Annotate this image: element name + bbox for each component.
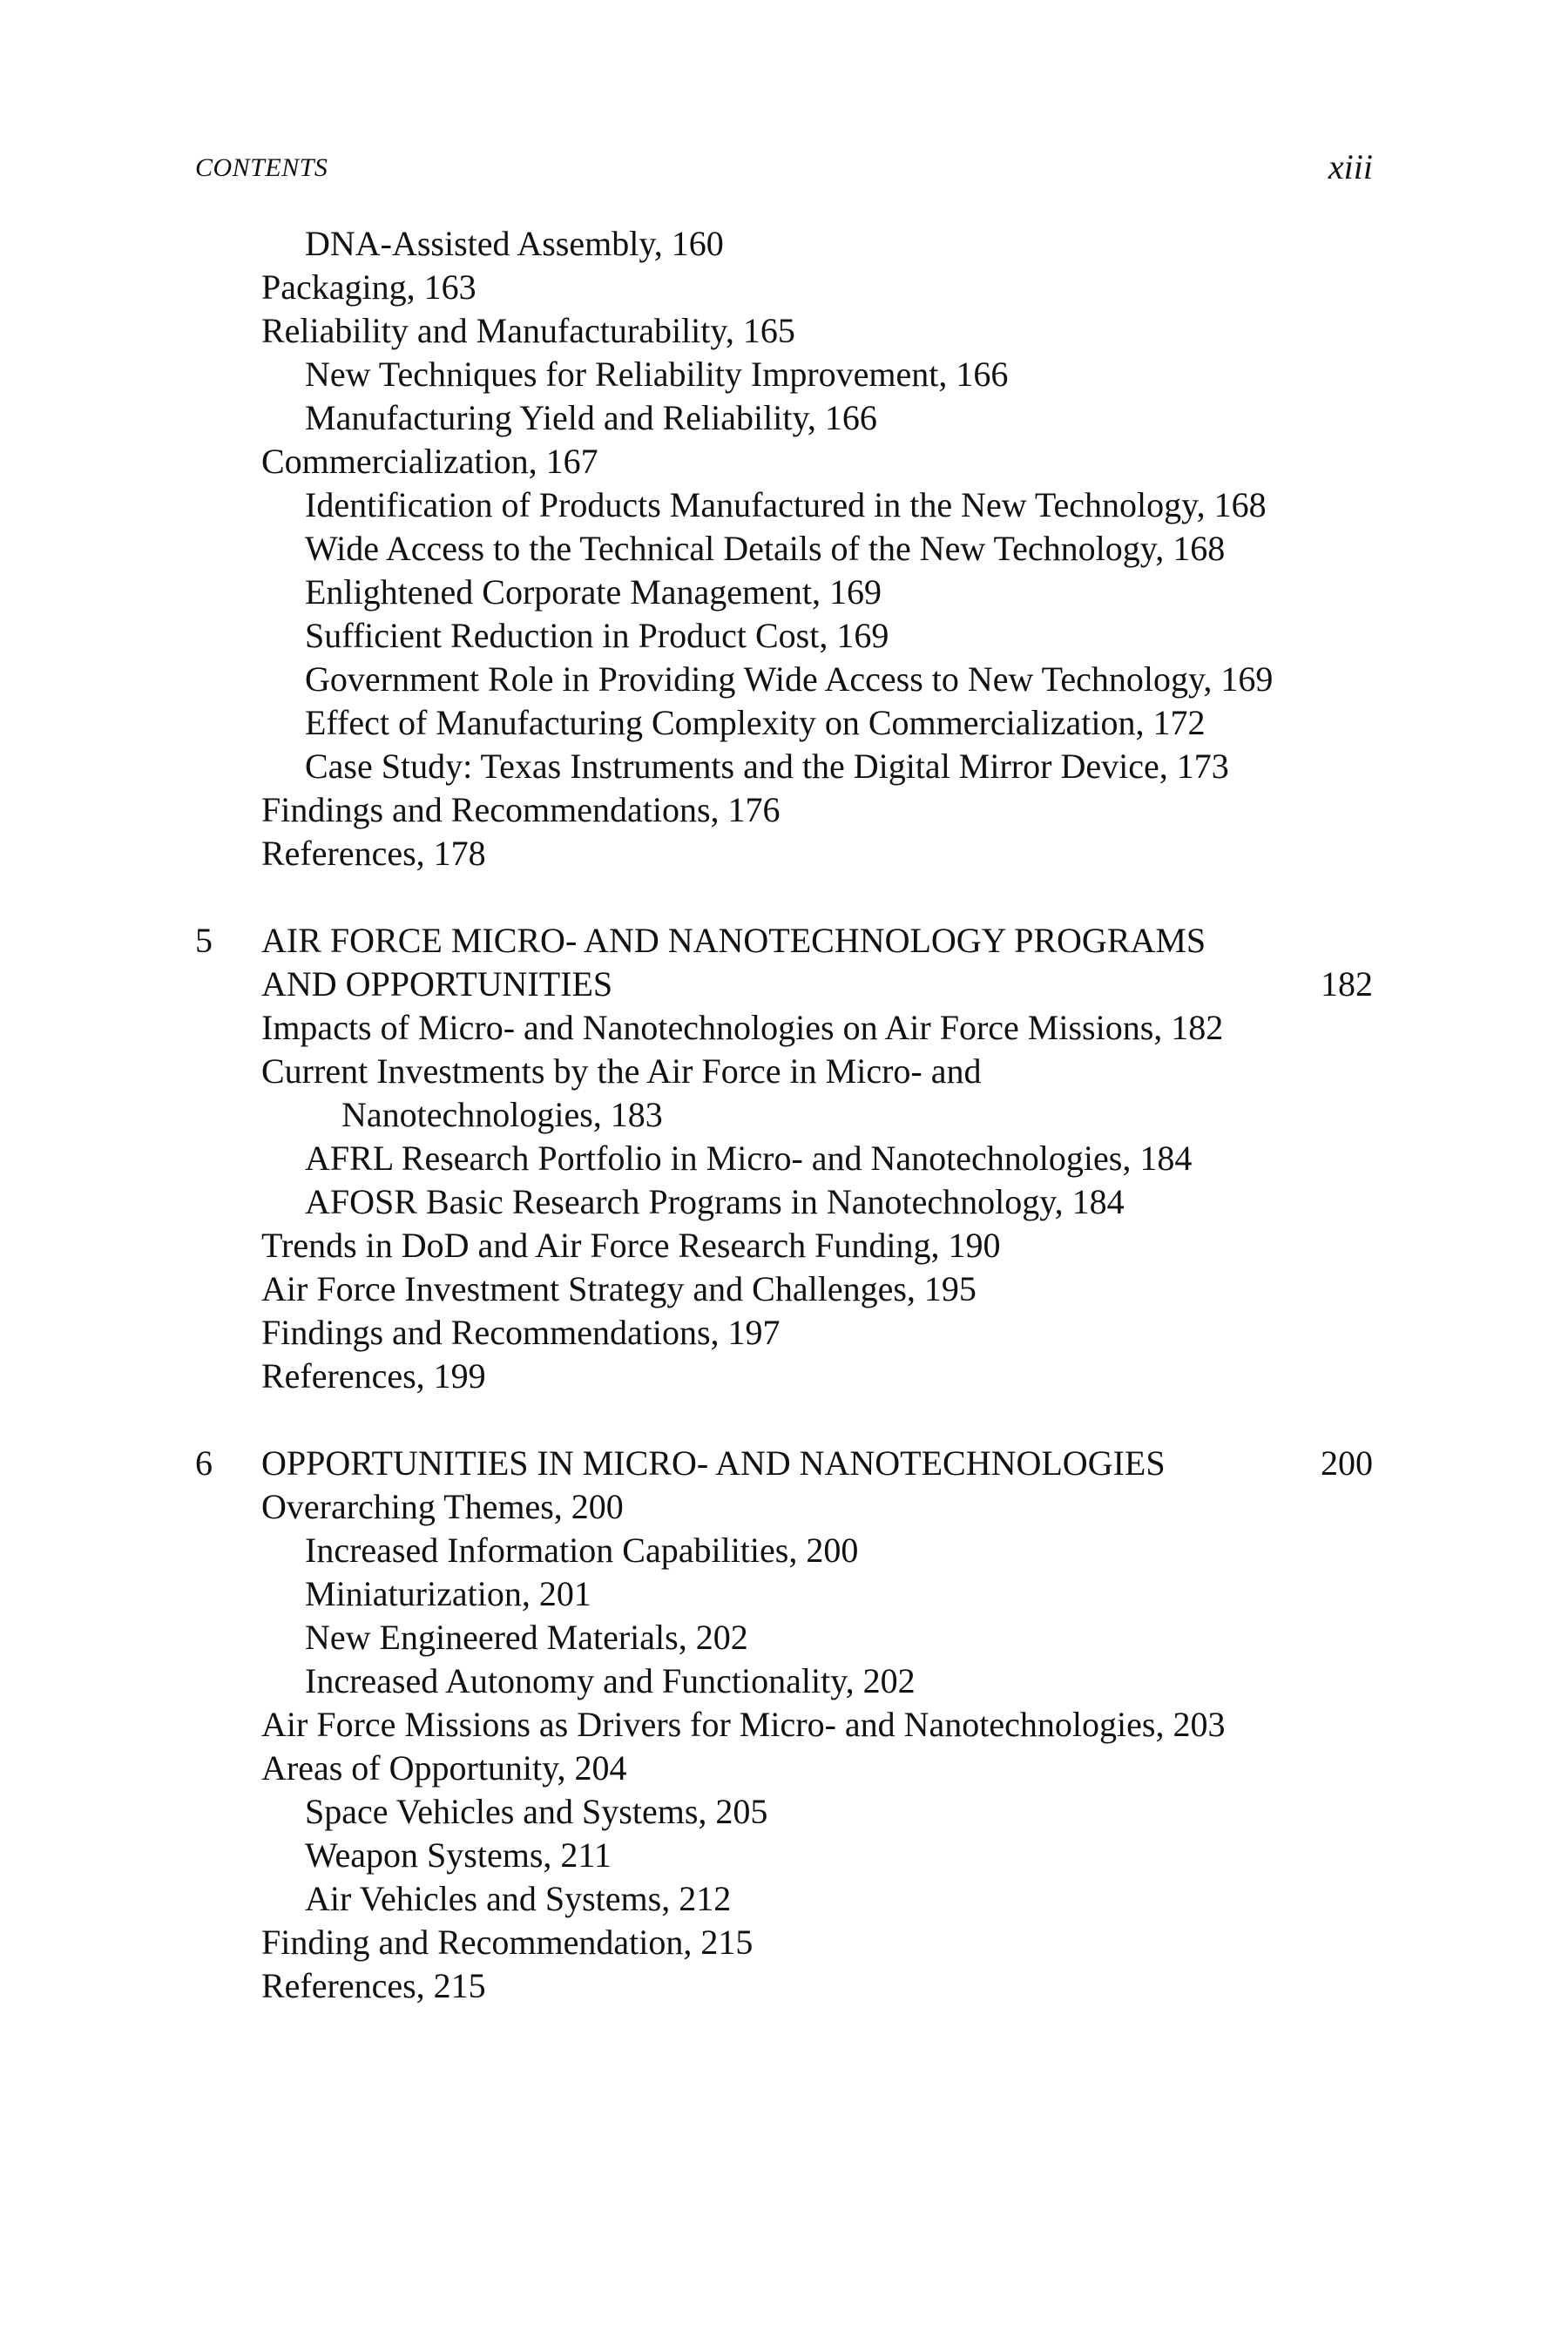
toc-entry: Impacts of Micro- and Nanotechnologies on Air Force Missions, 182 [261,1008,1224,1047]
toc-entry: New Techniques for Reliability Improvement, 166 [305,355,1009,394]
table-of-contents [0,222,1568,2008]
toc-entry: Overarching Themes, 200 [261,1487,624,1526]
toc-entry: Findings and Recommendations, 197 [261,1313,781,1352]
toc-entry: Trends in DoD and Air Force Research Funding, 190 [261,1226,1001,1265]
toc-entry: Case Study: Texas Instruments and the Digital Mirror Device, 173 [305,747,1229,786]
toc-entry: Air Force Missions as Drivers for Micro- and Nanotechnologies, 203 [261,1705,1226,1744]
toc-entry: Reliability and Manufacturability, 165 [261,311,795,350]
running-head-title: CONTENTS [195,153,328,182]
chapter-page-number: 182 [1321,964,1373,1004]
toc-entry: Enlightened Corporate Management, 169 [305,572,882,612]
toc-entry: References, 199 [261,1356,486,1396]
toc-entry: New Engineered Materials, 202 [305,1618,748,1657]
toc-entry: References, 215 [261,1966,486,2005]
toc-entry: Sufficient Reduction in Product Cost, 169 [305,616,889,655]
toc-entry: Commercialization, 167 [261,442,598,481]
chapter-title: OPPORTUNITIES IN MICRO- AND NANOTECHNOLOGIES [261,1443,1166,1483]
page-number: xiii [1328,147,1373,186]
running-head [195,146,1373,190]
chapter-5-heading-cont [0,963,1568,1006]
toc-entry: AFRL Research Portfolio in Micro- and Nanotechnologies, 184 [305,1139,1193,1178]
toc-entry: Identification of Products Manufactured in the New Technology, 168 [305,485,1267,524]
toc-entry: Current Investments by the Air Force in Micro- and [261,1051,982,1091]
chapter-number: 5 [195,921,213,960]
toc-entry: Increased Information Capabilities, 200 [305,1531,859,1570]
toc-entry: Government Role in Providing Wide Access to New Technology, 169 [305,659,1274,699]
chapter-number: 6 [195,1443,213,1483]
chapter-6-heading [0,1442,1568,1485]
toc-entry: Packaging, 163 [261,267,476,307]
chapter-title: AIR FORCE MICRO- AND NANOTECHNOLOGY PROGRAMS [261,921,1206,960]
toc-entry: Manufacturing Yield and Reliability, 166 [305,398,877,437]
toc-entry: Increased Autonomy and Functionality, 202 [305,1661,916,1700]
chapter-title: AND OPPORTUNITIES [261,964,613,1004]
chapter-5-heading [0,919,1568,963]
toc-entry: Effect of Manufacturing Complexity on Commercialization, 172 [305,703,1206,742]
toc-entry: References, 178 [261,834,486,873]
toc-entry: Air Force Investment Strategy and Challenges, 195 [261,1269,977,1308]
toc-entry: Space Vehicles and Systems, 205 [305,1792,768,1831]
toc-entry: Nanotechnologies, 183 [341,1095,663,1134]
toc-entry: Areas of Opportunity, 204 [261,1748,627,1788]
toc-entry: DNA-Assisted Assembly, 160 [305,224,724,263]
toc-entry: AFOSR Basic Research Programs in Nanotechnology, 184 [305,1182,1125,1221]
toc-entry: Findings and Recommendations, 176 [261,790,781,829]
chapter-page-number: 200 [1321,1443,1373,1483]
toc-entry: Finding and Recommendation, 215 [261,1923,754,1962]
toc-entry: Air Vehicles and Systems, 212 [305,1879,732,1918]
toc-entry: Miniaturization, 201 [305,1574,591,1613]
toc-entry: Wide Access to the Technical Details of the New Technology, 168 [305,529,1226,568]
toc-entry: Weapon Systems, 211 [305,1835,612,1875]
